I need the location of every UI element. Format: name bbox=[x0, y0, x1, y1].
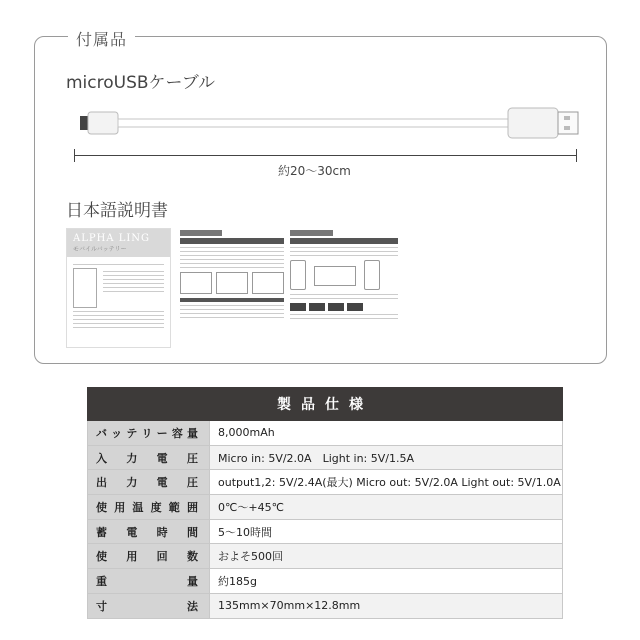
spec-value: Micro in: 5V/2.0A Light in: 5V/1.5A bbox=[210, 445, 563, 470]
spec-value: output1,2: 5V/2.4A(最大) Micro out: 5V/2.0A Light out: 5V/1.0A bbox=[210, 470, 563, 495]
spec-value: 0℃～+45℃ bbox=[210, 495, 563, 520]
spec-row bbox=[88, 519, 563, 544]
spec-row bbox=[88, 421, 563, 446]
manual-subtitle: モバイルバッテリー bbox=[73, 246, 127, 253]
spec-row bbox=[88, 593, 563, 618]
spec-value: およそ500回 bbox=[210, 544, 563, 569]
manual-section-bar bbox=[290, 238, 398, 244]
spec-label: 出力電圧 bbox=[88, 470, 210, 495]
manual-section-bar bbox=[180, 238, 284, 244]
spec-row bbox=[88, 470, 563, 495]
spec-table bbox=[87, 387, 563, 619]
spec-label: 蓄電時間 bbox=[88, 519, 210, 544]
spec-title: 製品仕様 bbox=[88, 388, 563, 421]
manual-page-thumbnail bbox=[180, 228, 284, 346]
cable-length: 約20～30cm bbox=[278, 164, 351, 178]
dimension-line bbox=[74, 155, 576, 156]
spec-value: 5～10時間 bbox=[210, 519, 563, 544]
spec-label: 入力電圧 bbox=[88, 445, 210, 470]
usb-cable-image bbox=[66, 102, 586, 152]
manual-brand: ALPHA LING bbox=[73, 233, 151, 244]
spec-value: 8,000mAh bbox=[210, 421, 563, 446]
spec-label: 使用温度範囲 bbox=[88, 495, 210, 520]
spec-label: バッテリー容量 bbox=[88, 421, 210, 446]
spec-label: 寸法 bbox=[88, 593, 210, 618]
accessories-title: 付属品 bbox=[68, 27, 135, 50]
manual-cover-header bbox=[67, 229, 170, 257]
spec-row bbox=[88, 544, 563, 569]
spec-row bbox=[88, 445, 563, 470]
dimension-tick-left bbox=[74, 149, 75, 162]
manual-text-line bbox=[73, 264, 164, 265]
spec-value: 約185g bbox=[210, 569, 563, 594]
manual-cover-thumbnail bbox=[66, 228, 171, 348]
spec-label: 重量 bbox=[88, 569, 210, 594]
spec-row bbox=[88, 495, 563, 520]
manual-label: 日本語説明書 bbox=[66, 201, 168, 221]
spec-label: 使用回数 bbox=[88, 544, 210, 569]
cable-label: microUSBケーブル bbox=[66, 73, 216, 93]
dimension-tick-right bbox=[576, 149, 577, 162]
spec-value: 135mm×70mm×12.8mm bbox=[210, 593, 563, 618]
manual-page-thumbnail bbox=[290, 228, 398, 346]
spec-row bbox=[88, 569, 563, 594]
